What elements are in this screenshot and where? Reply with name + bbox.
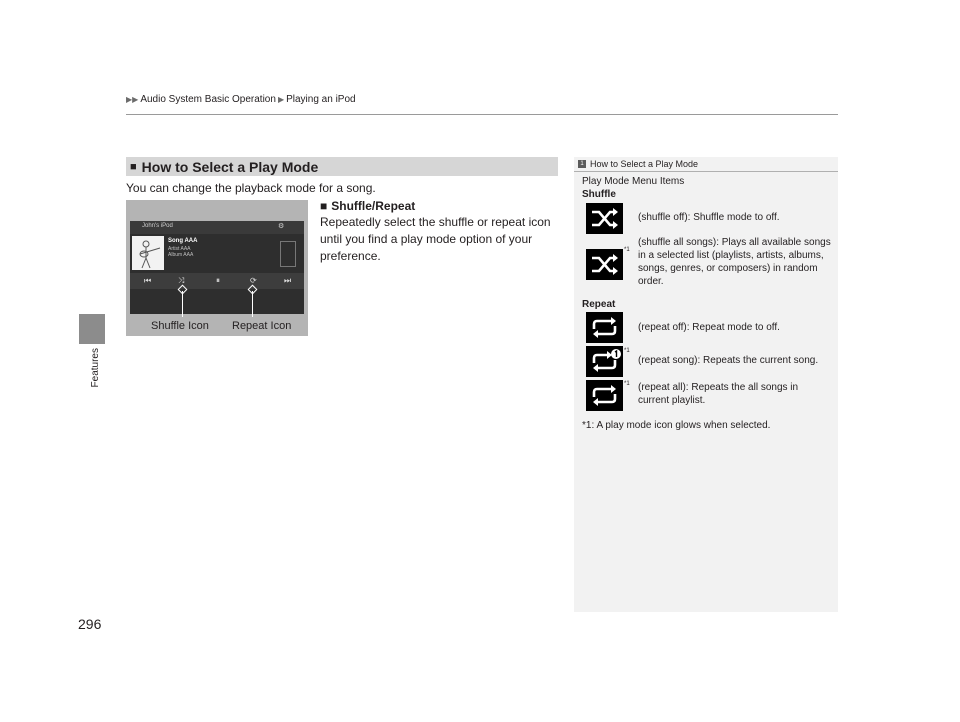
shuffle-off-text: (shuffle off): Shuffle mode to off. [638,212,780,223]
next-track-icon[interactable]: ⏭ [284,276,292,285]
repeat-off-icon [586,312,623,343]
breadcrumb-arrow-icon: ▶▶ [126,95,139,104]
header-rule [126,114,838,115]
repeat-all-icon [586,380,623,411]
repeat-song-footnote-mark: *1 [624,348,630,354]
breadcrumb-part1: Audio System Basic Operation [140,94,276,105]
shuffle-icon[interactable]: ⤨ [178,276,185,285]
footnote-text: *1: A play mode icon glows when selected. [582,420,771,431]
section-heading [126,157,558,176]
repeat-one-icon [586,346,623,377]
guitarist-image [132,236,164,270]
shuffle-all-icon [586,249,623,280]
page-number: 296 [78,616,102,632]
music-library-button[interactable] [280,241,296,267]
repeat-leader-line [252,291,253,317]
shuffle-all-footnote-mark: *1 [624,247,630,253]
notes-panel [574,157,838,612]
gear-icon: ⚙ [278,223,285,230]
breadcrumb-part2: Playing an iPod [286,94,356,105]
album-art [132,236,164,270]
menu-items-label: Play Mode Menu Items [582,176,685,187]
previous-track-icon[interactable]: ⏮ [144,276,152,285]
pause-icon[interactable]: ⏸ [216,276,220,285]
repeat-all-text: (repeat all): Repeats the all songs in current playlist. [638,382,799,406]
screen-status-bar [130,221,304,234]
album-name: Album AAA [168,252,194,258]
chapter-label: Features [90,348,101,388]
section-title: How to Select a Play Mode [141,158,319,175]
sub-mark: ■ [320,199,328,213]
repeat-all-footnote-mark: *1 [624,381,630,387]
repeat-song-text: (repeat song): Repeats the current song. [638,355,819,366]
sub-title: Shuffle/Repeat [331,199,416,213]
sub-body: Repeatedly select the shuffle or repeat icon until you find a play mode option of your preference. [320,215,551,263]
note-number: 1 [578,160,586,168]
section-mark: ■ [130,160,137,173]
note-title: How to Select a Play Mode [590,159,699,169]
artist-name: Artist AAA [168,246,191,252]
repeat-label: Repeat [582,299,616,310]
source-name: John's iPod [142,223,173,229]
audio-screen-illustration [126,200,308,336]
intro-text: You can change the playback mode for a song. [126,181,376,195]
breadcrumb [126,94,356,105]
shuffle-all-text: (shuffle all songs): Plays all available songs in a selected list (playlists, artists, albums, songs, genres, or composers) in random order. [638,237,831,287]
repeat-off-text: (repeat off): Repeat mode to off. [638,322,780,333]
shuffle-leader-line [182,291,183,317]
shuffle-caption: Shuffle Icon [151,320,209,332]
breadcrumb-arrow-icon: ▶ [277,95,285,104]
repeat-icon[interactable]: ⟳ [250,276,257,285]
shuffle-off-icon [586,203,623,234]
sub-heading [320,199,415,213]
repeat-caption: Repeat Icon [232,320,292,332]
playback-controls [130,273,304,289]
song-title: Song AAA [168,238,198,244]
note-heading [574,157,838,172]
chapter-tab [79,314,105,344]
caption-row [126,317,308,335]
audio-screen [130,221,304,314]
shuffle-label: Shuffle [582,189,616,200]
